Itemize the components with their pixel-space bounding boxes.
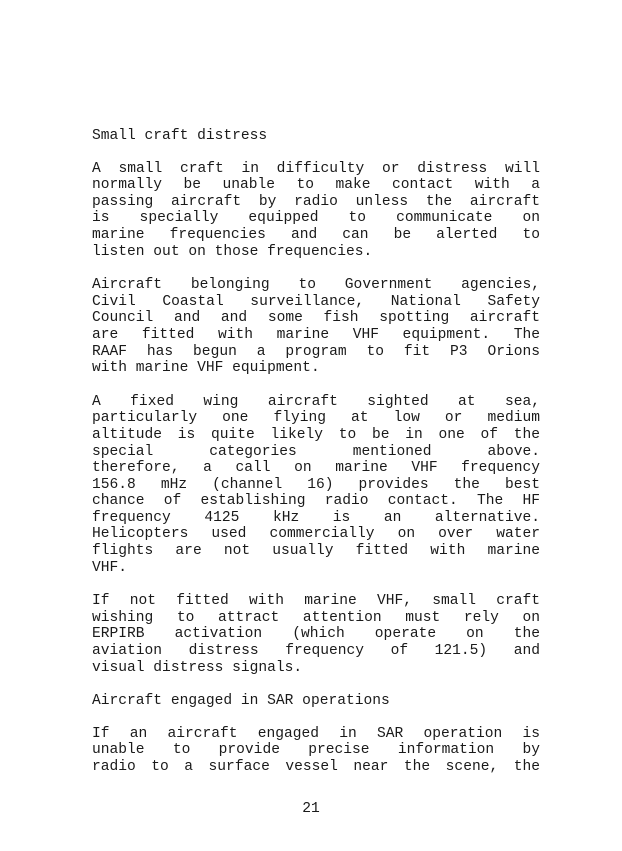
text-line: altitude is quite likely to be in one of the xyxy=(92,426,540,443)
text-line: special categories mentioned above. xyxy=(92,443,540,460)
text-line: visual distress signals. xyxy=(92,659,303,676)
text-line: 156.8 mHz (channel 16) provides the best xyxy=(92,476,540,493)
text-line: passing aircraft by radio unless the aircraft xyxy=(92,193,540,210)
paragraph-fixed-wing xyxy=(92,394,540,577)
page-number: 21 xyxy=(302,801,320,817)
section-heading-sar-operations: Aircraft engaged in SAR operations xyxy=(92,693,390,710)
text-line: frequency 4125 kHz is an alternative. xyxy=(92,509,540,526)
text-line: marine frequencies and can be alerted to xyxy=(92,226,540,243)
text-line: flights are not usually fitted with marine xyxy=(92,543,540,560)
text-line: A fixed wing aircraft sighted at sea, xyxy=(92,393,540,410)
text-line: radio to a surface vessel near the scene, the xyxy=(92,759,540,775)
text-line: If not fitted with marine VHF, small craft xyxy=(92,593,540,610)
text-line: Council and and some fish spotting aircraft xyxy=(92,310,540,327)
page-body xyxy=(92,128,540,793)
text-line: Civil Coastal surveillance, National Safety xyxy=(92,293,540,310)
paragraph-sar-operation xyxy=(92,726,540,776)
text-line: unable to provide precise information by xyxy=(92,742,540,759)
paragraph-if-not-fitted xyxy=(92,593,540,676)
text-line: are fitted with marine VHF equipment. The xyxy=(92,326,540,343)
text-line: with marine VHF equipment. xyxy=(92,360,320,377)
text-line: aviation distress frequency of 121.5) and xyxy=(92,643,540,660)
text-line: listen out on those frequencies. xyxy=(92,243,373,260)
text-line: particularly one flying at low or medium xyxy=(92,410,540,427)
paragraph-small-craft xyxy=(92,161,540,261)
text-line: If an aircraft engaged in SAR operation is xyxy=(92,725,540,742)
text-line: A small craft in difficulty or distress will xyxy=(92,160,540,177)
text-line: is specially equipped to communicate on xyxy=(92,210,540,227)
section-heading-small-craft-distress: Small craft distress xyxy=(92,128,268,144)
paragraph-aircraft-belonging xyxy=(92,277,540,377)
text-line: chance of establishing radio contact. The HF xyxy=(92,493,540,510)
text-line: wishing to attract attention must rely on xyxy=(92,609,540,626)
text-line: therefore, a call on marine VHF frequency xyxy=(92,460,540,477)
text-line: Helicopters used commercially on over water xyxy=(92,526,540,543)
text-line: Aircraft belonging to Government agencies, xyxy=(92,277,540,294)
text-line: RAAF has begun a program to fit P3 Orions xyxy=(92,343,540,360)
text-line: ERPIRB activation (which operate on the xyxy=(92,626,540,643)
text-line: normally be unable to make contact with a xyxy=(92,177,540,194)
text-line: VHF. xyxy=(92,559,128,576)
